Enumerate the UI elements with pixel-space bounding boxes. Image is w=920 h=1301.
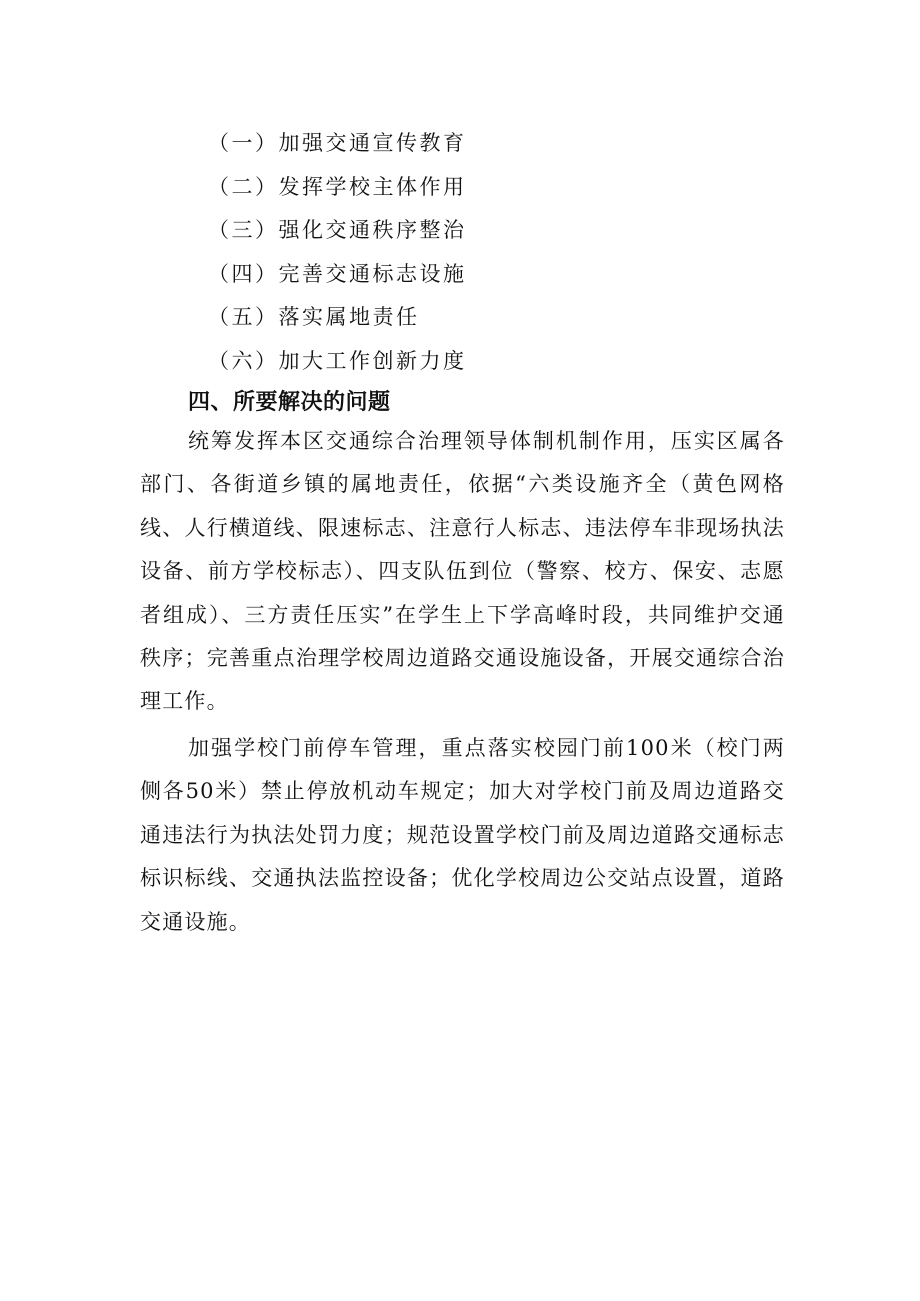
list-item: （三）强化交通秩序整治 <box>208 218 467 242</box>
list-item: （二）发挥学校主体作用 <box>208 174 467 199</box>
list-item: （五）落实属地责任 <box>208 305 420 329</box>
section-heading: 四、所要解决的问题 <box>188 390 391 415</box>
list-item: （六）加大工作创新力度 <box>208 348 467 373</box>
measures-list <box>208 122 467 383</box>
list-item: （四）完善交通标志设施 <box>208 261 467 286</box>
body-paragraph: 加强学校门前停车管理，重点落实校园门前100米（校门两侧各50米）禁止停放机动车规定；加大对学校门前及周边道路交通违法行为执法处罚力度；规范设置学校门前及周边道路交通标志标识标线、交通执法监控设备；优化学校周边公交站点设置，道路交通设施。 <box>140 736 785 934</box>
list-item: （一）加强交通宣传教育 <box>208 131 467 155</box>
body-paragraph: 统筹发挥本区交通综合治理领导体制机制作用，压实区属各部门、各街道乡镇的属地责任，依据“六类设施齐全（黄色网格线、人行横道线、限速标志、注意行人标志、违法停车非现场执法设备、前方学校标志）、四支队伍到位（警察、校方、保安、志愿者组成）、三方责任压实”在学生上下学高峰时段，共同维护交通秩序；完善重点治理学校周边道路交通设施设备，开展交通综合治理工作。 <box>140 429 785 714</box>
